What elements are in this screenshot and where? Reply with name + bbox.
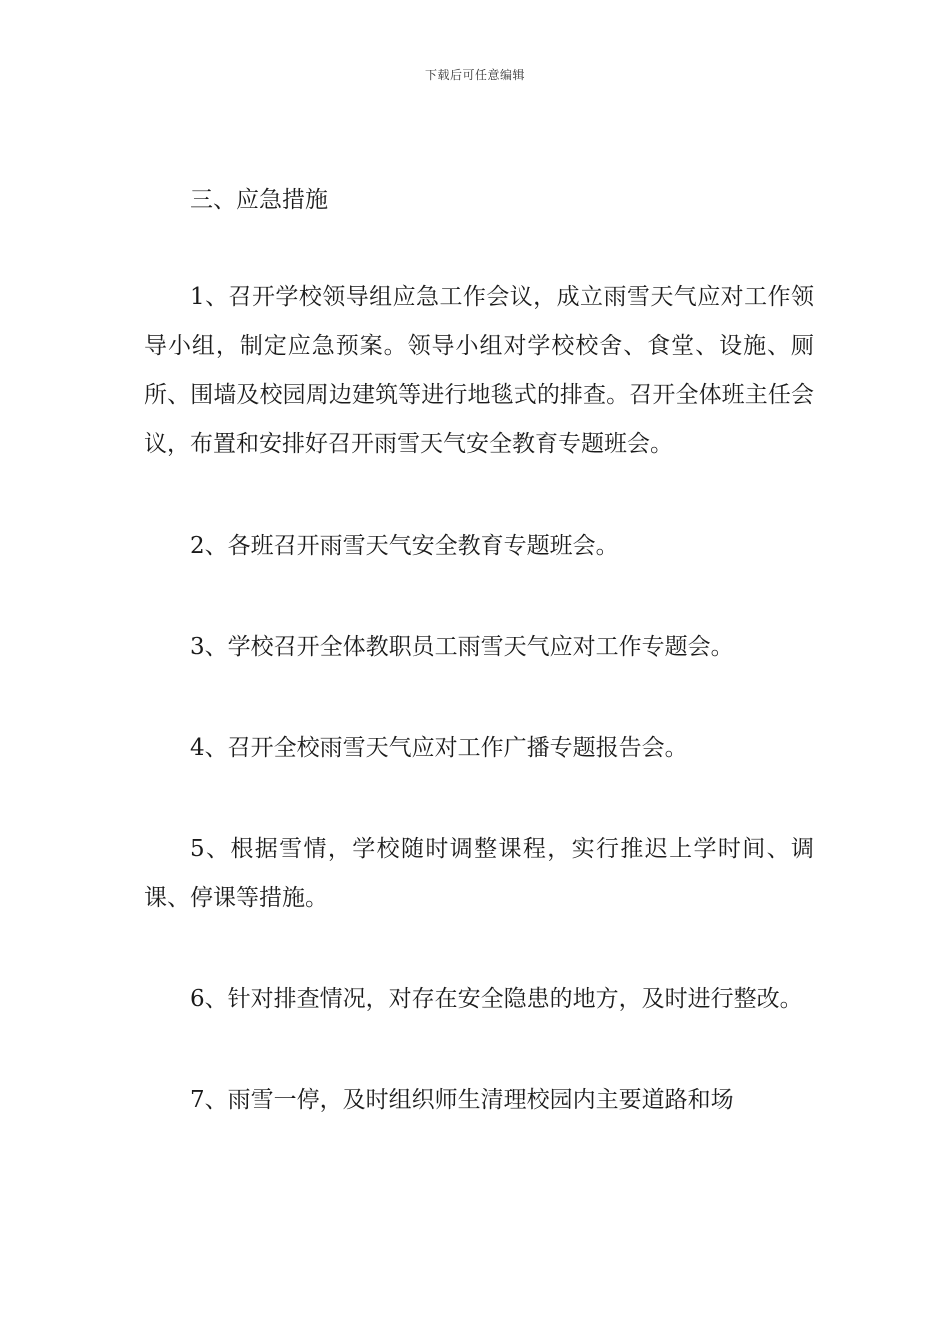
- header-note: 下载后可任意编辑: [424, 68, 525, 82]
- paragraph-3: 3、学校召开全体教职员工雨雪天气应对工作专题会。: [190, 634, 734, 660]
- paragraph-1: 1、召开学校领导组应急工作会议，成立雨雪天气应对工作领导小组，制定应急预案。领导小组对学校校舍、食堂、设施、厕所、围墙及校园周边建筑等进行地毯式的排查。召开全体班主任会议，布置和安排好召开雨雪天气安全教育专题班会。: [144, 284, 814, 457]
- section-heading: 三、应急措施: [190, 187, 328, 213]
- paragraph-5: 5、根据雪情，学校随时调整课程，实行推迟上学时间、调课、停课等措施。: [144, 836, 814, 911]
- paragraph-4: 4、召开全校雨雪天气应对工作广播专题报告会。: [190, 735, 688, 761]
- paragraph-2: 2、各班召开雨雪天气安全教育专题班会。: [190, 533, 619, 559]
- paragraph-6: 6、针对排查情况，对存在安全隐患的地方，及时进行整改。: [190, 986, 803, 1012]
- document-body: [144, 176, 814, 1125]
- paragraph-7: 7、雨雪一停，及时组织师生清理校园内主要道路和场: [190, 1087, 734, 1113]
